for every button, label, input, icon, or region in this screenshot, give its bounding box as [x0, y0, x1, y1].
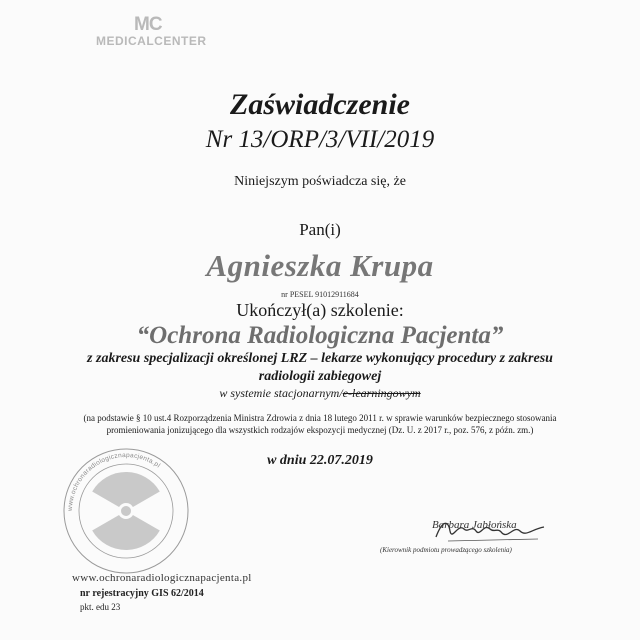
recipient-name: Agnieszka Krupa: [206, 248, 434, 283]
completed-label: Ukończył(a) szkolenie:: [236, 300, 404, 320]
handwritten-signature: [428, 511, 552, 547]
footer-website: www.ochronaradiologicznapacjenta.pl: [72, 572, 252, 584]
system-struck: e-learningowym: [342, 386, 421, 400]
course-title: “Ochrona Radiologiczna Pacjenta”: [136, 322, 504, 349]
logo-mark: MC: [134, 14, 162, 35]
system-prefix: w systemie stacjonarnym/: [219, 386, 343, 400]
signer-role: (Kierownik podmiotu prowadzącego szkolenia): [380, 546, 512, 554]
pesel-number: nr PESEL 91012911684: [281, 290, 359, 299]
training-system: [0, 386, 640, 401]
signer-name: Barbara Jabłońska: [432, 519, 517, 531]
certificate-title: Zaświadczenie: [230, 88, 410, 121]
intro-text: Niniejszym poświadcza się, że: [234, 174, 406, 189]
medical-center-logo: [96, 14, 226, 50]
radiation-seal: [60, 445, 192, 577]
salutation: Pan(i): [299, 220, 341, 239]
gis-registration: nr rejestracyjny GIS 62/2014: [80, 588, 204, 599]
seal-ring-text: www.ochronaradiologicznapacjenta.pl: [66, 451, 162, 512]
course-scope: z zakresu specjalizacji określonej LRZ – lekarze wykonujący procedury z zakresu radiologii zabiegowej: [87, 351, 553, 384]
radiation-icon: [92, 472, 160, 550]
edu-points: pkt. edu 23: [80, 602, 121, 612]
legal-basis: (na podstawie § 10 ust.4 Rozporządzenia Ministra Zdrowia z dnia 18 lutego 2011 r. w sprawie warunków bezpiecznego stosowania promieniowania jonizującego dla wszystkich rodzajów ekspozycji medycznej (Dz. U. z 2017 r., poz. 576, z późn. zm.): [83, 413, 557, 435]
training-date: w dniu 22.07.2019: [267, 453, 373, 468]
logo-wordmark: MEDICALCENTER: [96, 34, 207, 48]
certificate-number: Nr 13/ORP/3/VII/2019: [205, 126, 435, 153]
